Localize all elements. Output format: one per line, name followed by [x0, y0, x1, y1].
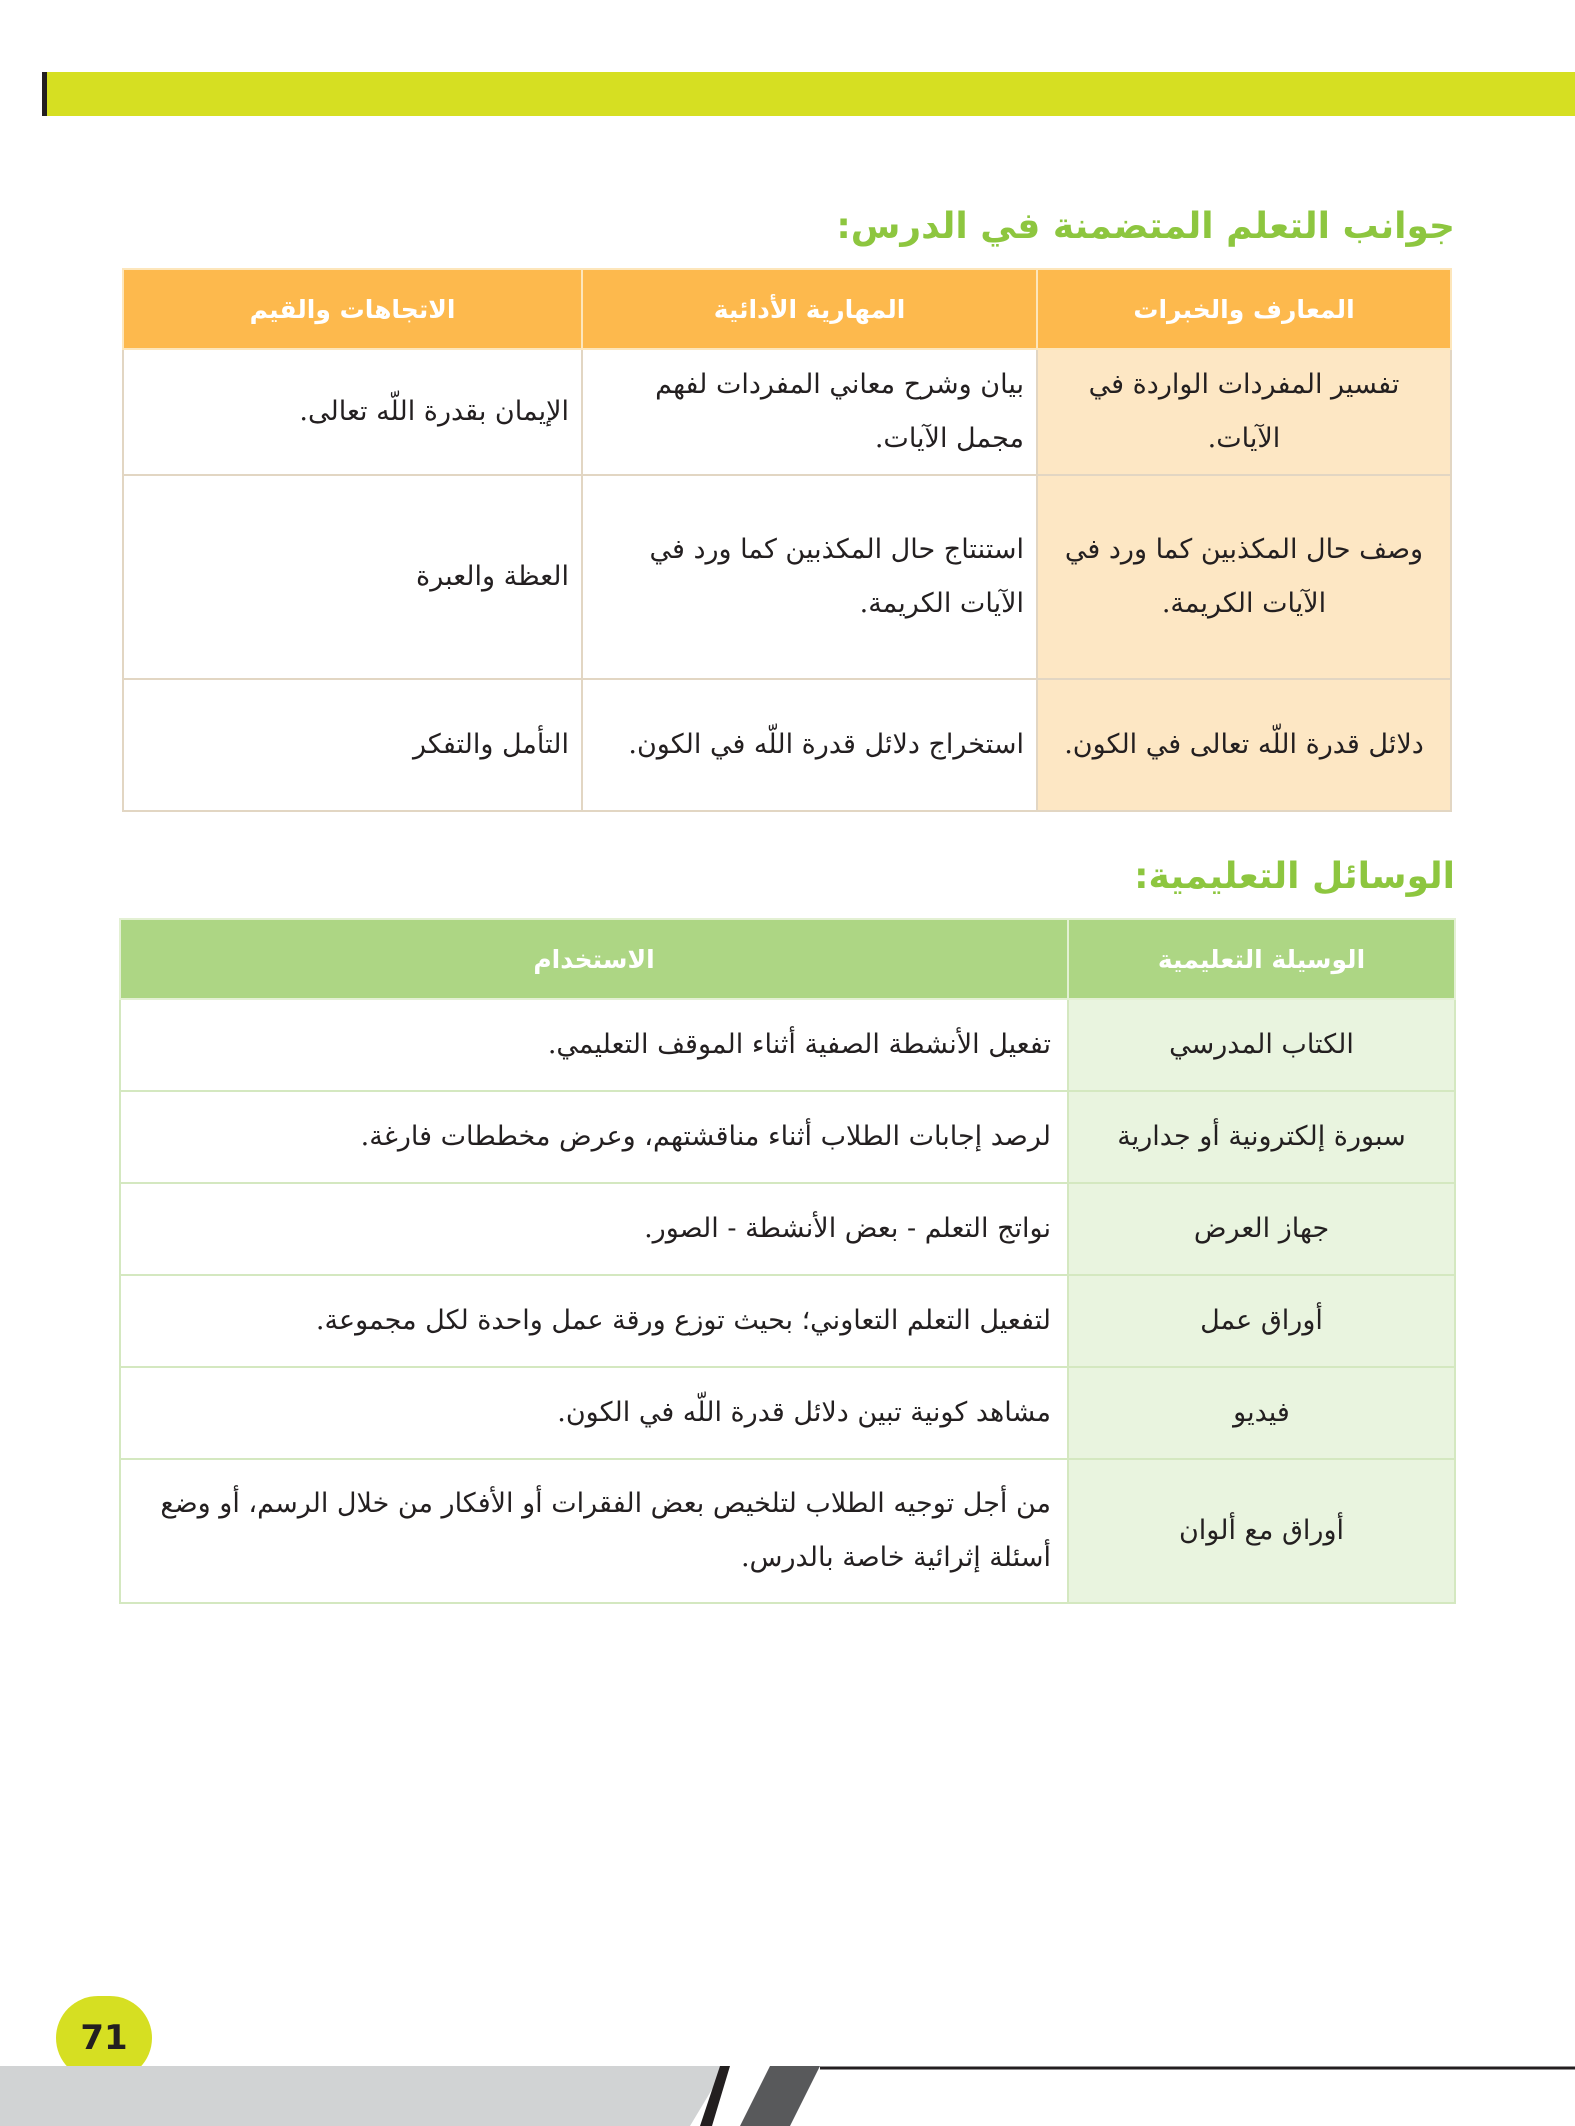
header-skills: المهارية الأدائية: [582, 269, 1037, 349]
header-usage: الاستخدام: [120, 919, 1068, 999]
table-row: [120, 1275, 1455, 1367]
usage-cell: مشاهد كونية تبين دلائل قدرة اللّه في الكون.: [120, 1367, 1068, 1459]
learning-aspects-table: [122, 268, 1452, 812]
usage-cell: من أجل توجيه الطلاب لتلخيص بعض الفقرات أو الأفكار من خلال الرسم، أو وضع أسئلة إثرائية خاصة بالدرس.: [120, 1459, 1068, 1603]
page-number: 71: [56, 1996, 152, 2080]
teaching-tools-title: الوسائل التعليمية:: [1134, 856, 1455, 897]
table-row: [120, 1183, 1455, 1275]
value-cell: التأمل والتفكر: [123, 679, 582, 811]
table-header-row: [123, 269, 1451, 349]
header-knowledge: المعارف والخبرات: [1037, 269, 1451, 349]
table-row: [123, 679, 1451, 811]
table-header-row: [120, 919, 1455, 999]
skill-cell: بيان وشرح معاني المفردات لفهم مجمل الآيات.: [582, 349, 1037, 475]
table-row: [123, 349, 1451, 475]
tool-cell: فيديو: [1068, 1367, 1455, 1459]
table-row: [120, 999, 1455, 1091]
value-cell: الإيمان بقدرة اللّه تعالى.: [123, 349, 582, 475]
tool-cell: الكتاب المدرسي: [1068, 999, 1455, 1091]
usage-cell: لتفعيل التعلم التعاوني؛ بحيث توزع ورقة عمل واحدة لكل مجموعة.: [120, 1275, 1068, 1367]
tool-cell: جهاز العرض: [1068, 1183, 1455, 1275]
header-tool: الوسيلة التعليمية: [1068, 919, 1455, 999]
teaching-tools-table: [119, 918, 1456, 1604]
table-row: [120, 1459, 1455, 1603]
table-row: [123, 475, 1451, 679]
footer-gray-band: [0, 2066, 726, 2126]
tool-cell: سبورة إلكترونية أو جدارية: [1068, 1091, 1455, 1183]
footer-dark-stripe: [740, 2066, 820, 2126]
table-row: [120, 1091, 1455, 1183]
learning-aspects-title: جوانب التعلم المتضمنة في الدرس:: [836, 206, 1455, 247]
skill-cell: استخراج دلائل قدرة اللّه في الكون.: [582, 679, 1037, 811]
usage-cell: تفعيل الأنشطة الصفية أثناء الموقف التعليمي.: [120, 999, 1068, 1091]
usage-cell: نواتج التعلم - بعض الأنشطة - الصور.: [120, 1183, 1068, 1275]
tool-cell: أوراق عمل: [1068, 1275, 1455, 1367]
table-row: [120, 1367, 1455, 1459]
knowledge-cell: تفسير المفردات الواردة في الآيات.: [1037, 349, 1451, 475]
footer-decoration: [0, 2056, 1575, 2126]
knowledge-cell: دلائل قدرة اللّه تعالى في الكون.: [1037, 679, 1451, 811]
usage-cell: لرصد إجابات الطلاب أثناء مناقشتهم، وعرض مخططات فارغة.: [120, 1091, 1068, 1183]
top-accent-bar: [42, 72, 1575, 116]
skill-cell: استنتاج حال المكذبين كما ورد في الآيات الكريمة.: [582, 475, 1037, 679]
value-cell: العظة والعبرة: [123, 475, 582, 679]
knowledge-cell: وصف حال المكذبين كما ورد في الآيات الكريمة.: [1037, 475, 1451, 679]
header-values: الاتجاهات والقيم: [123, 269, 582, 349]
tool-cell: أوراق مع ألوان: [1068, 1459, 1455, 1603]
